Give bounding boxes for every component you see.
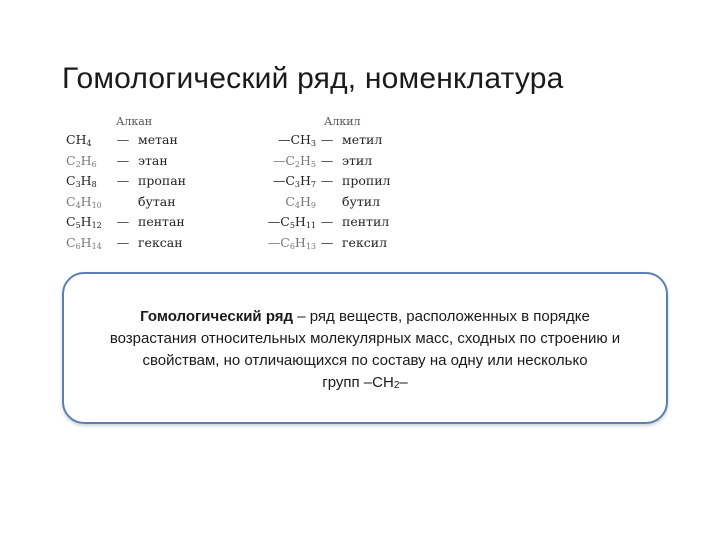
definition-text: [64, 306, 666, 397]
alkyl-name: пентил: [342, 214, 390, 230]
formula-subscript: 5: [75, 221, 81, 231]
formula-subscript: 2: [294, 159, 300, 169]
alkyl-header: Алкил: [324, 115, 361, 128]
formula: $C_4H_9$: [285, 193, 316, 210]
alkane-header: Алкан: [116, 115, 153, 128]
alkane-row: [66, 192, 206, 213]
row-dash: —: [320, 234, 334, 250]
row-dash: —: [116, 234, 130, 250]
alkane-row: [66, 151, 206, 172]
alkane-name: этан: [138, 152, 168, 168]
alkyl-column: [254, 114, 404, 254]
alkane-row: [66, 212, 206, 233]
formula-subscript: 3: [294, 180, 300, 190]
definition-box: [62, 272, 668, 424]
formula-subscript: 5: [289, 221, 295, 231]
row-dash: —: [116, 214, 130, 230]
formula-subscript: 4: [294, 200, 300, 210]
alkyl-row: [254, 151, 404, 172]
formula: $C_6H_{14}$: [66, 234, 102, 251]
formula-subscript: 3: [75, 180, 81, 190]
formula-subscript: 4: [86, 139, 92, 148]
alkane-name: гексан: [138, 234, 183, 250]
slide-title: Гомологический ряд, номенклатура: [62, 62, 564, 95]
formula-subscript: 13: [305, 241, 316, 251]
row-dash: —: [116, 173, 130, 189]
definition-group-text: групп –CH: [322, 374, 394, 391]
formula-subscript: 6: [289, 241, 295, 251]
definition-term: Гомологический ряд: [140, 308, 294, 325]
formula: $—CH_3$: [277, 132, 316, 148]
formula-subscript: 12: [91, 221, 102, 231]
formula: $C_5H_{12}$: [66, 214, 102, 231]
alkyl-name: этил: [342, 152, 373, 168]
alkane-column: [66, 114, 206, 254]
formula-subscript: 4: [75, 200, 81, 210]
formula: $CH_4$: [66, 132, 92, 148]
alkane-row: [66, 130, 206, 151]
alkyl-row: [254, 192, 404, 213]
formula-subscript: 6: [75, 241, 81, 251]
alkyl-name: пропил: [342, 173, 391, 189]
formula-subscript: 2: [75, 159, 81, 169]
definition-line-4: [64, 372, 666, 397]
row-dash: —: [320, 152, 334, 168]
alkane-name: метан: [138, 132, 178, 147]
formula-subscript: 6: [91, 159, 97, 169]
alkyl-row: [254, 171, 404, 192]
alkyl-name: бутил: [342, 193, 381, 209]
formula: $C_4H_{10}$: [66, 193, 102, 210]
formula-subscript: 14: [91, 241, 102, 251]
formula-subscript: 5: [310, 159, 316, 169]
alkane-name: бутан: [138, 193, 176, 209]
definition-group-end: –: [399, 374, 408, 391]
formula-subscript: 7: [310, 180, 316, 190]
formula: $C_2H_6$: [66, 152, 97, 169]
row-dash: —: [116, 132, 130, 147]
definition-line-1: [64, 306, 666, 328]
alkane-row: [66, 171, 206, 192]
alkyl-row: [254, 130, 404, 151]
formula-subscript: 9: [310, 200, 316, 210]
definition-group-sub: 2: [393, 380, 400, 391]
row-dash: —: [320, 173, 334, 189]
definition-text-1: – ряд веществ, расположенных в порядке: [293, 308, 590, 325]
row-dash: —: [116, 152, 130, 168]
alkane-row: [66, 233, 206, 254]
formula: $C_3H_8$: [66, 173, 97, 190]
formula: $—C_3H_7$: [272, 173, 316, 190]
definition-line-3: свойствам, но отличающихся по составу на одну или несколько: [142, 352, 588, 369]
homologous-series-table: [66, 114, 396, 260]
formula: $—C_2H_5$: [272, 152, 316, 169]
formula: $—C_5H_{11}$: [267, 214, 316, 231]
formula-subscript: 11: [305, 221, 316, 231]
alkane-name: пентан: [138, 214, 185, 230]
formula: $—C_6H_{13}$: [267, 234, 316, 251]
formula-subscript: 10: [91, 200, 102, 210]
alkane-name: пропан: [138, 173, 186, 189]
alkyl-row: [254, 212, 404, 233]
definition-line-2: возрастания относительных молекулярных масс, сходных по строению и: [109, 330, 621, 347]
formula-subscript: 8: [91, 180, 97, 190]
alkyl-name: гексил: [342, 234, 388, 250]
alkyl-row: [254, 233, 404, 254]
alkyl-name: метил: [342, 132, 383, 147]
row-dash: —: [320, 132, 334, 147]
row-dash: —: [320, 214, 334, 230]
formula-subscript: 3: [310, 139, 316, 148]
